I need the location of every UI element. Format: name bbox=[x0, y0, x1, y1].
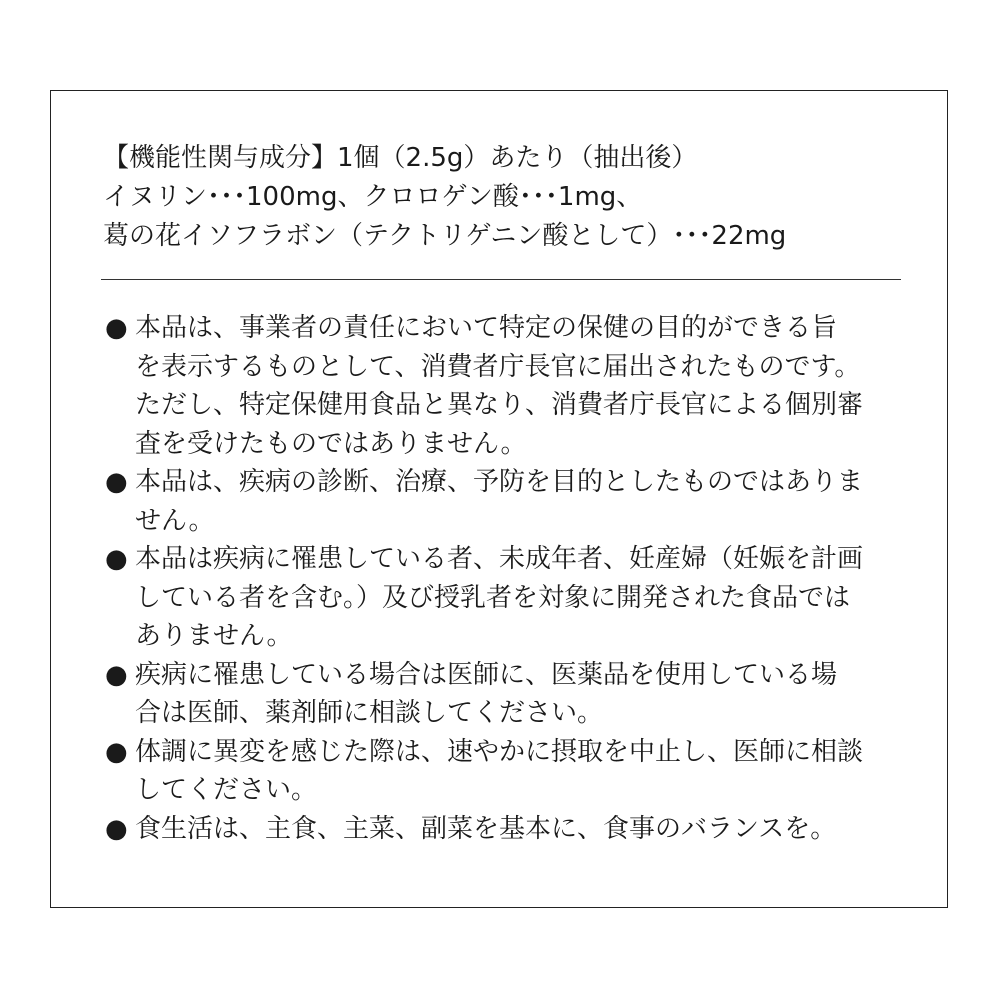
notice-line: せん。 bbox=[135, 505, 215, 536]
notice-item-consult-doctor bbox=[105, 656, 905, 733]
notice-line: 合は医師、薬剤師に相談してください。 bbox=[135, 698, 604, 728]
notice-line: 体調に異変を感じた際は、速やかに摂取を中止し、医師に相談 bbox=[135, 736, 864, 767]
bullet-icon: ● bbox=[105, 313, 128, 343]
notice-line: している者を含む。）及び授乳者を対象に開発された食品では bbox=[135, 582, 851, 613]
notice-item-stop-if-unwell bbox=[105, 733, 905, 810]
notice-line: を表示するものとして、消費者庁長官に届出されたものです。 bbox=[135, 351, 861, 382]
notice-line: 疾病に罹患している場合は医師に、医薬品を使用している場 bbox=[135, 659, 838, 690]
bullet-icon: ● bbox=[105, 813, 128, 844]
notice-line: 本品は疾病に罹患している者、未成年者、妊産婦（妊娠を計画 bbox=[135, 544, 864, 574]
notice-list bbox=[105, 309, 905, 848]
notice-item-balanced-diet bbox=[105, 810, 905, 849]
notice-line: ありません。 bbox=[135, 621, 293, 651]
functional-ingredients-header bbox=[103, 139, 903, 256]
label-frame bbox=[50, 90, 948, 908]
section-divider bbox=[101, 279, 901, 280]
notice-line: してください。 bbox=[135, 775, 318, 805]
notice-line: 本品は、疾病の診断、治療、予防を目的としたものではありま bbox=[135, 467, 864, 497]
notice-line: 本品は、事業者の責任において特定の保健の目的ができる旨 bbox=[135, 313, 838, 343]
notice-line: ただし、特定保健用食品と異なり、消費者庁長官による個別審 bbox=[135, 390, 864, 420]
notice-line: 査を受けたものではありません。 bbox=[135, 428, 527, 459]
bullet-icon: ● bbox=[105, 659, 128, 690]
notice-line: 食生活は、主食、主菜、副菜を基本に、食事のバランスを。 bbox=[135, 813, 837, 844]
bullet-icon: ● bbox=[105, 736, 128, 767]
notice-item-target-audience bbox=[105, 540, 905, 656]
notice-item-fof-declaration bbox=[105, 309, 905, 463]
header-line-kudzu-isoflavone: 葛の花イソフラボン（テクトリゲニン酸として）･･･22mg bbox=[103, 221, 787, 251]
bullet-icon: ● bbox=[105, 467, 128, 497]
header-line-inulin-chlorogenic: イヌリン･･･100mg、クロロゲン酸･･･1mg、 bbox=[103, 182, 643, 212]
header-line-ingredients-title: 【機能性関与成分】1個（2.5g）あたり（抽出後） bbox=[103, 143, 698, 173]
notice-item-not-medical bbox=[105, 463, 905, 540]
bullet-icon: ● bbox=[105, 544, 128, 574]
